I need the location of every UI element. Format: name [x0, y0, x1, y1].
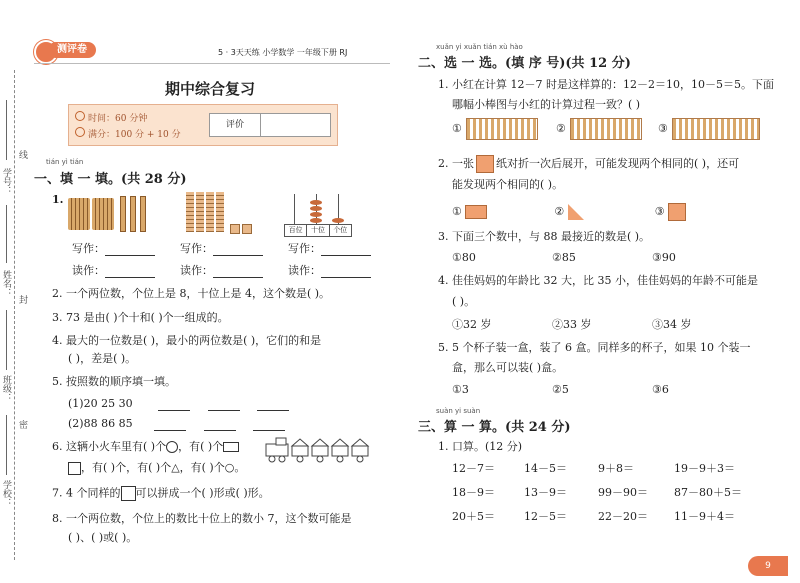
s1-q5-seq1: (1)20 25 30	[68, 397, 133, 410]
read-label: 读作：	[180, 264, 213, 277]
s1-q4-line2: ( )，差是( )。	[68, 352, 137, 365]
calc-item[interactable]: 99－90＝	[598, 486, 648, 499]
s2-q4-option-3[interactable]: ③34 岁	[652, 318, 692, 331]
abacus-bead	[310, 212, 322, 217]
binding-line-char: 线	[17, 150, 27, 159]
binding-blank	[6, 310, 7, 370]
calc-item[interactable]: 12－7＝	[452, 462, 495, 475]
s1-q6-text-b: ，有( )个	[178, 440, 224, 453]
calc-item[interactable]: 20＋5＝	[452, 510, 495, 523]
calc-item[interactable]: 22－20＝	[598, 510, 648, 523]
eval-label: 评价	[225, 120, 244, 130]
s2-q2-text-a: 2. 一张	[438, 157, 474, 170]
series-info: 5 · 3天天练 小学数学 一年级下册 RJ	[218, 48, 348, 57]
s1-q2: 2. 一个两位数，个位上是 8，十位上是 4，这个数是( )。	[52, 287, 331, 300]
s2-q5-option-1[interactable]: ①3	[452, 383, 469, 396]
stick-diagram-option-3	[672, 118, 760, 140]
train-figure	[264, 436, 384, 464]
cube-column	[186, 192, 194, 232]
eval-box	[209, 113, 331, 137]
s2-q4-option-1[interactable]: ①32 岁	[452, 318, 492, 331]
s1-q7-text-a: 7. 4 个同样的	[52, 486, 121, 500]
calc-item[interactable]: 87－80＋5＝	[674, 486, 742, 499]
answer-blank[interactable]	[213, 243, 263, 256]
square-shape-icon	[68, 462, 81, 475]
cube-column	[216, 192, 224, 232]
read-label: 读作：	[288, 264, 321, 277]
s2-q2-line2: 能发现两个相同的( )。	[452, 178, 564, 191]
circle-shape-icon	[166, 441, 178, 453]
exam-info-box	[68, 104, 338, 146]
single-stick	[120, 196, 126, 232]
s2-q1-option-3-wrap	[658, 122, 668, 136]
single-cube	[242, 224, 252, 234]
calc-item[interactable]: 12－5＝	[524, 510, 567, 523]
read-label: 读作：	[72, 264, 105, 277]
test-badge	[48, 42, 96, 58]
time-row	[75, 111, 147, 126]
answer-blank[interactable]	[321, 265, 371, 278]
cube-column	[206, 192, 214, 232]
s2-q5-option-3[interactable]: ③6	[652, 383, 669, 396]
answer-blank[interactable]	[204, 418, 236, 431]
s2-q4-option-2[interactable]: ②33 岁	[552, 318, 592, 331]
s1-q6-line2	[68, 461, 245, 475]
abacus-base	[284, 224, 352, 237]
s1-q1-number: 1.	[52, 193, 64, 206]
write-label: 写作：	[288, 242, 321, 255]
rectangle-shape-icon	[223, 442, 239, 452]
s1-q5-seq2: (2)88 86 85	[68, 417, 133, 430]
abacus-rod	[294, 194, 295, 224]
score-row	[75, 127, 181, 142]
binding-blank	[6, 100, 7, 160]
s1-q8-line2: ( )、( )或( )。	[68, 531, 138, 544]
s2-q1-options	[452, 122, 462, 136]
abacus-bead	[310, 206, 322, 211]
binding-blank	[6, 415, 7, 475]
binding-name: 姓名：	[1, 270, 11, 297]
page-number-tab	[748, 556, 788, 576]
eval-divider	[260, 114, 261, 136]
calc-item[interactable]: 14－5＝	[524, 462, 567, 475]
cube-column	[196, 192, 204, 232]
option-label[interactable]: ②	[554, 205, 565, 218]
single-stick	[130, 196, 136, 232]
s2-q5-line1: 5. 5 个杯子装一盒，装了 6 盒。同样多的杯子，如果 10 个装一	[438, 341, 751, 354]
s1-q6-line1	[52, 440, 239, 454]
square-paper-icon	[476, 155, 494, 173]
s2-q2-line1	[438, 155, 739, 173]
s1-q6-text-e: △，有( )个○。	[171, 461, 246, 474]
calc-item[interactable]: 9＋8＝	[598, 462, 634, 475]
answer-blank[interactable]	[257, 398, 289, 411]
header-rule	[34, 63, 390, 64]
cube-columns-figure	[186, 192, 256, 234]
single-cube	[230, 224, 240, 234]
option-label[interactable]: ①	[452, 205, 462, 218]
s2-pinyin: xuǎn yi xuǎn tián xù hào	[436, 43, 523, 51]
abacus-figure	[284, 192, 350, 236]
s2-q5-option-2[interactable]: ②5	[552, 383, 569, 396]
s1-q5-row1	[68, 397, 289, 411]
s2-heading: 二、选 一 选。(填 序 号)(共 12 分)	[418, 56, 631, 71]
s1-q6-text-a: 6. 这辆小火车里有( )个	[52, 440, 167, 453]
abacus-place-hundreds: 百位	[285, 225, 307, 236]
s1-q4-line1: 4. 最大的一位数是( )，最小的两位数是( )，它们的和是	[52, 334, 322, 347]
abacus-place-tens: 十位	[307, 225, 329, 236]
abacus-bead	[332, 218, 344, 223]
abacus-bead	[310, 200, 322, 205]
answer-blank[interactable]	[213, 265, 263, 278]
write-label: 写作：	[180, 242, 213, 255]
answer-blank[interactable]	[321, 243, 371, 256]
s1-q5-row2	[68, 417, 285, 431]
stick-bundles-figure	[68, 192, 158, 234]
score-label: 满分：100 分 + 10 分	[88, 130, 181, 140]
square-full-icon	[668, 203, 686, 221]
stick-diagram-option-1	[466, 118, 538, 140]
answer-blank[interactable]	[158, 398, 190, 411]
answer-blank[interactable]	[253, 418, 285, 431]
binding-school: 学校：	[1, 480, 11, 507]
s2-q3-option-2[interactable]: ②85	[552, 251, 576, 264]
binding-secret-char: 密	[17, 420, 27, 429]
binding-dashed-line	[14, 70, 15, 560]
s2-q1-line2: 哪幅小棒图与小红的计算过程一致？( )	[452, 98, 641, 111]
clock-icon	[75, 111, 85, 121]
option-label[interactable]: ③	[654, 205, 665, 218]
page-number: 9	[765, 561, 771, 571]
write-row	[72, 242, 371, 256]
s1-q8-line1: 8. 一个两位数，个位上的数比十位上的数小 7，这个数可能是	[52, 512, 352, 525]
test-badge-label: 测评卷	[57, 44, 87, 55]
s1-q6-text-d: ，有( )个	[126, 461, 172, 474]
square-shape-icon	[121, 486, 136, 501]
time-label: 时间：60 分钟	[88, 114, 148, 124]
calc-item[interactable]: 18－9＝	[452, 486, 495, 499]
s2-q2-text-b: 纸对折一次后展开，可能发现两个相同的( )，还可	[496, 157, 740, 170]
answer-blank[interactable]	[105, 265, 155, 278]
s2-q1-line1: 1. 小红在计算 12－7 时是这样算的：12－2＝10，10－5＝5。下面	[438, 78, 774, 91]
binding-student-no: 学号：	[1, 168, 11, 195]
s2-q4-line1: 4. 佳佳妈妈的年龄比 32 大，比 35 小，佳佳妈妈的年龄不可能是	[438, 274, 758, 287]
calc-item[interactable]: 11－9＋4＝	[674, 510, 735, 523]
s2-q3: 3. 下面三个数中，与 88 最接近的数是( )。	[438, 230, 651, 243]
s2-q3-option-1[interactable]: ①80	[452, 251, 476, 264]
binding-seal-char: 封	[17, 295, 27, 304]
s2-q5-line2: 盒，那么可以装( )盒。	[452, 361, 564, 374]
option-label[interactable]: ③	[658, 122, 668, 135]
s1-q7	[52, 486, 270, 501]
rectangle-half-icon	[465, 205, 487, 219]
s1-q6-text-c: ，有( )个	[81, 461, 127, 474]
binding-blank	[6, 205, 7, 263]
answer-blank[interactable]	[105, 243, 155, 256]
s3-heading: 三、算 一 算。(共 24 分)	[418, 420, 571, 435]
write-label: 写作：	[72, 242, 105, 255]
answer-blank[interactable]	[154, 418, 186, 431]
s3-pinyin: suàn yi suàn	[436, 407, 481, 415]
s1-q5: 5. 按照数的顺序填一填。	[52, 375, 176, 388]
answer-blank[interactable]	[208, 398, 240, 411]
s3-q1: 1. 口算。(12 分)	[438, 440, 523, 453]
calc-item[interactable]: 13－9＝	[524, 486, 567, 499]
triangle-half-icon	[568, 204, 584, 220]
calc-item[interactable]: 19－9＋3＝	[674, 462, 735, 475]
stick-bundle	[68, 198, 90, 230]
s1-heading: 一、填 一 填。(共 28 分)	[34, 172, 187, 187]
s2-q4-line2: ( )。	[452, 295, 476, 308]
s2-q3-option-3[interactable]: ③90	[652, 251, 676, 264]
read-row	[72, 264, 371, 278]
single-stick	[140, 196, 146, 232]
abacus-place-ones: 个位	[333, 226, 348, 234]
s2-q1-option-2-wrap	[556, 122, 566, 136]
abacus-bead	[310, 218, 322, 223]
check-icon	[75, 127, 85, 137]
s2-q2-options	[452, 203, 772, 221]
binding-class: 班级：	[1, 375, 11, 402]
s1-q3: 3. 73 是由( )个十和( )个一组成的。	[52, 311, 229, 324]
s1-pinyin: tián yì tián	[46, 158, 84, 166]
page-title: 期中综合复习	[164, 80, 255, 98]
s1-q7-text-b: 可以拼成一个( )形或( )形。	[135, 486, 270, 500]
stick-diagram-option-2	[570, 118, 642, 140]
stick-bundle	[92, 198, 114, 230]
option-label[interactable]: ②	[556, 122, 566, 135]
option-label[interactable]: ①	[452, 122, 462, 135]
